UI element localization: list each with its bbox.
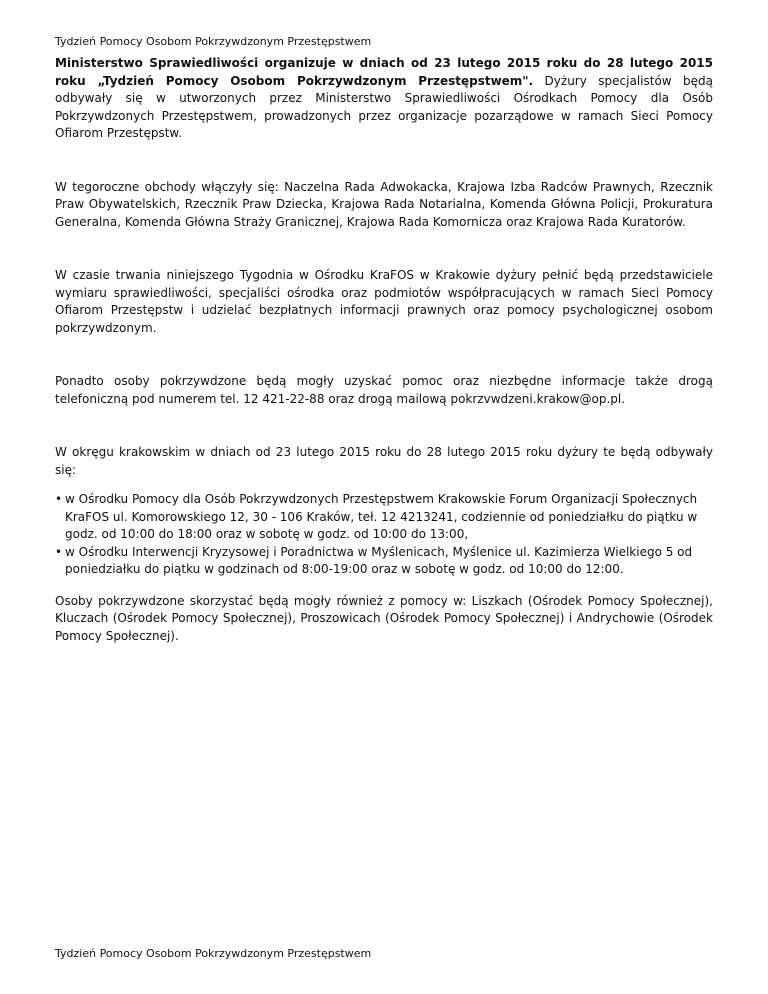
list-item — [55, 544, 713, 579]
district-paragraph: W okręgu krakowskim w dniach od 23 lutego 2015 roku do 28 lutego 2015 roku dyżury te będą odbywały się: — [55, 445, 713, 477]
intro-paragraph — [55, 55, 713, 143]
offices-list — [55, 491, 713, 579]
intro-lead: Ministerstwo Sprawiedliwości organizuje w dniach od 23 lutego 2015 roku do 28 lutego 2015 roku „Tydzień Pomocy Osobom Pokrzywdzonym Przestępstwem". — [55, 56, 713, 88]
contact-paragraph: Ponadto osoby pokrzywdzone będą mogły uzyskać pomoc oraz niezbędne informacje także drogą telefoniczną pod numerem tel. 12 421-22-88 oraz drogą mailową pokrzvwdzeni.krakow@op.pl. — [55, 374, 713, 406]
bullet-icon: • — [55, 544, 63, 559]
intro-rest: Dyżury specjalistów będą odbywały się w utworzonych przez Ministerstwo Sprawiedliwości Ośrodkach Pomocy dla Osób Pokrzywdzonych Przestępstwem, prowadzonych przez organizacje pozarządowe w ramach Sieci Pomocy Ofiarom Przestępstw. — [55, 73, 714, 140]
list-item — [55, 491, 713, 544]
list-item-text: w Ośrodku Interwencji Kryzysowej i Poradnictwa w Myślenicach, Myślenice ul. Kazimierza Wielkiego 5 od poniedziałku do piątku w godzinach od 8:00-19:00 oraz w sobotę w godz. od 10:00 do 12:00. — [65, 544, 693, 576]
document-body — [55, 55, 713, 645]
bullet-icon: • — [55, 492, 63, 506]
other-places-paragraph: Osoby pokrzywdzone skorzystać będą mogły również z pomocy w: Liszkach (Ośrodek Pomocy Społecznej), Kluczach (Ośrodek Pomocy Społecznej), Proszowicach (Ośrodek Pomocy Społecznej) i Andrychowie (Ośrodek Pomocy Społecznej). — [55, 593, 713, 643]
krafos-paragraph: W czasie trwania niniejszego Tygodnia w Ośrodku KraFOS w Krakowie dyżury pełnić będą przedstawiciele wymiaru sprawiedliwości, specjaliści ośrodka oraz podmiotów współpracujących w ramach Sieci Pomocy Ofiarom Przestępstw i udzielać bezpłatnych informacji prawnych oraz pomocy psychologicznej osobom pokrzywdzonym. — [55, 268, 713, 335]
list-item-text: w Ośrodku Pomocy dla Osób Pokrzywdzonych Przestępstwem Krakowskie Forum Organizacji Społecznych KraFOS ul. Komorowskiego 12, 30 - 106 Kraków, teł. 12 4213241, codziennie od poniedziałku do piątku w godz. od 10:00 do 18:00 oraz w sobotę w godz. od 10:00 do 13:00, — [65, 492, 698, 541]
page-footer: Tydzień Pomocy Osobom Pokrzywdzonym Przestępstwem — [55, 947, 372, 960]
participants-paragraph: W tegoroczne obchody włączyły się: Naczelna Rada Adwokacka, Krajowa Izba Radców Prawnych, Rzecznik Praw Obywatelskich, Rzecznik Praw Dziecka, Krajowa Rada Notarialna, Komenda Główna Policji, Prokuratura Generalna, Komenda Główna Straży Granicznej, Krajowa Rada Komornicza oraz Krajowa Rada Kuratorów. — [55, 179, 713, 229]
page-header: Tydzień Pomocy Osobom Pokrzywdzonym Przestępstwem — [55, 35, 372, 48]
